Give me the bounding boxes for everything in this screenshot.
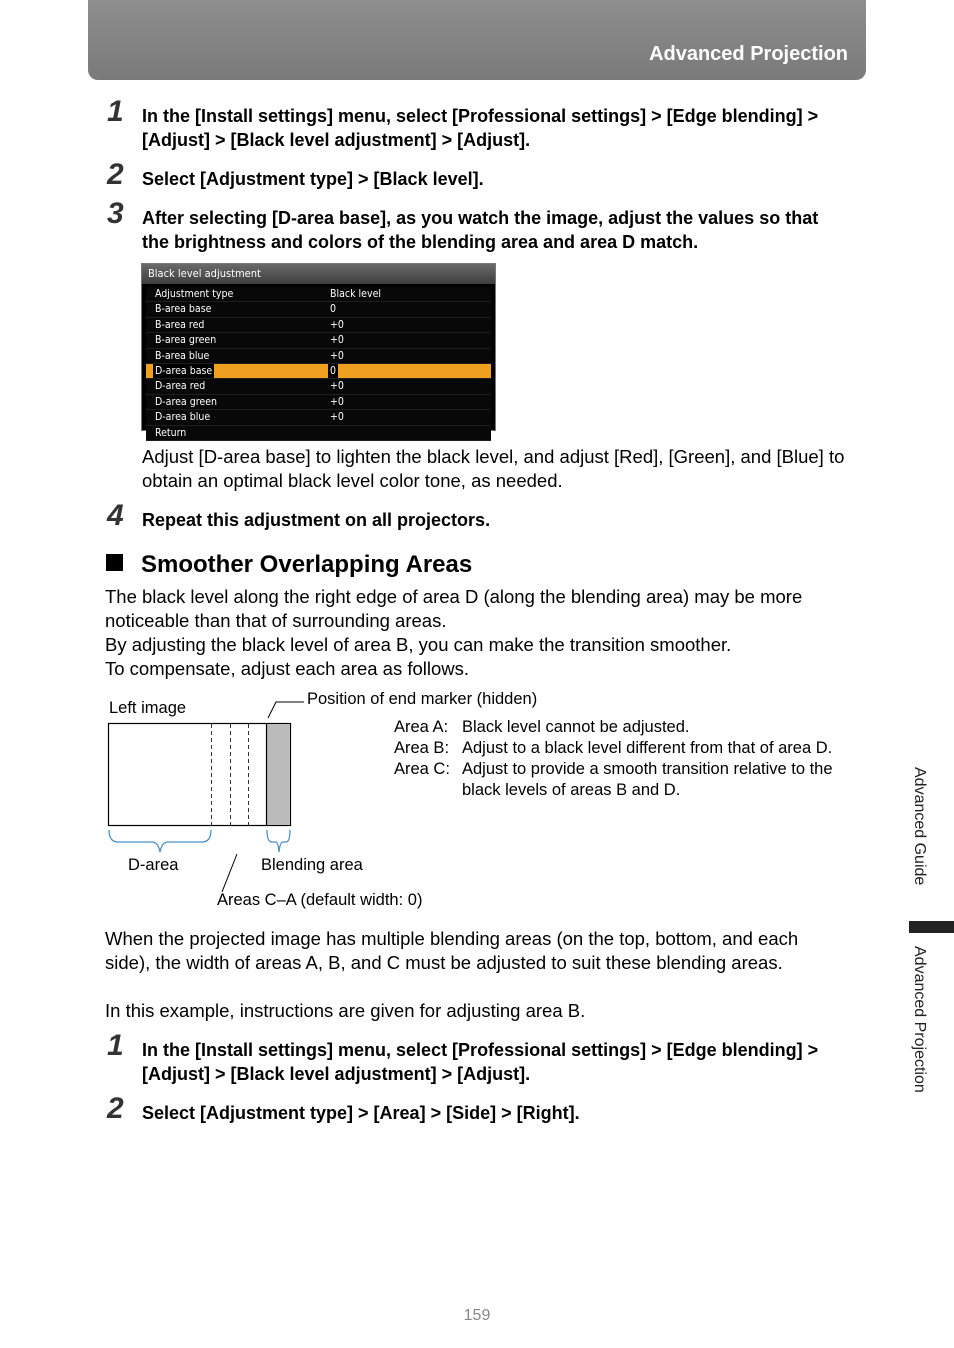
legend-row xyxy=(394,738,840,759)
section-para: The black level along the right edge of area D (along the blending area) may be more noticeable than that of surrounding areas. xyxy=(105,586,803,631)
legend-key: Area C: xyxy=(394,760,450,778)
menu-row-label: Adjustment type xyxy=(155,288,234,300)
d-area-brace xyxy=(109,830,211,852)
blending-area-brace xyxy=(267,830,290,852)
body-para: When the projected image has multiple blending areas (on the top, bottom, and each side), the width of areas A, B, and C must be adjusted to suit these blending areas. xyxy=(105,928,799,973)
end-marker-leader xyxy=(268,702,304,718)
step-text: In the [Install settings] menu, select [Professional settings] > [Edge blending] > [Adjust] > [Black level adjustment] > [Adjust]. xyxy=(142,1040,819,1084)
menu-row-label: B-area base xyxy=(155,303,212,316)
areas-ca-label: Areas C–A (default width: 0) xyxy=(217,891,423,909)
blending-area-label: Blending area xyxy=(261,856,363,874)
menu-row-value: +0 xyxy=(330,380,344,393)
legend-text: Adjust to provide a smooth transition relative to the black levels of areas B and D. xyxy=(462,760,833,799)
legend-row xyxy=(394,759,840,801)
section-para: By adjusting the black level of area B, you can make the transition smoother. xyxy=(105,634,732,655)
step-number: 3 xyxy=(107,197,124,230)
section-title: Smoother Overlapping Areas xyxy=(141,551,473,578)
step-number: 1 xyxy=(107,95,124,128)
step-text: Select [Adjustment type] > [Black level]. xyxy=(142,169,484,189)
step3-note: Adjust [D-area base] to lighten the black level, and adjust [Red], [Green], and [Blue] to obtain an optimal black level color tone, as needed. xyxy=(142,446,845,491)
menu-row-label: D-area red xyxy=(155,380,206,393)
areas-ca-leader xyxy=(222,854,237,892)
end-marker-label: Position of end marker (hidden) xyxy=(307,690,538,708)
side-tab-advanced-projection[interactable]: Advanced Projection xyxy=(911,946,928,1093)
header-title: Advanced Projection xyxy=(649,43,848,65)
legend-row xyxy=(394,717,840,738)
menu-row-label: B-area blue xyxy=(155,349,210,362)
menu-row-value: 0 xyxy=(330,303,337,316)
blending-area-fill xyxy=(267,724,290,825)
step-number: 4 xyxy=(107,499,124,532)
menu-row-label: B-area red xyxy=(155,318,205,331)
menu-row-label: B-area green xyxy=(155,334,217,347)
menu-row-value: 0 xyxy=(330,364,337,377)
menu-title: Black level adjustment xyxy=(142,264,495,284)
menu-row-label: D-area green xyxy=(155,395,217,408)
side-tab-marker xyxy=(909,921,954,933)
legend-text: Adjust to a black level different from that of area D. xyxy=(462,739,833,757)
legend-key: Area A: xyxy=(394,718,449,736)
menu-row-label: D-area base xyxy=(155,364,213,377)
menu-row-value: +0 xyxy=(330,411,344,424)
menu-row-value: Black level xyxy=(330,288,382,300)
side-tab-advanced-guide[interactable]: Advanced Guide xyxy=(911,767,928,886)
left-image-box xyxy=(109,724,291,826)
step-number: 2 xyxy=(107,1092,124,1125)
left-image-label: Left image xyxy=(109,699,187,717)
legend-key: Area B: xyxy=(394,739,450,757)
legend-text: Black level cannot be adjusted. xyxy=(462,718,690,736)
menu-row-value: +0 xyxy=(330,334,344,347)
step-text: After selecting [D-area base], as you watch the image, adjust the values so that the brightness and colors of the blending area and area D match. xyxy=(142,208,819,252)
step-number: 1 xyxy=(107,1029,124,1062)
menu-row-label: D-area blue xyxy=(155,411,211,424)
step-number: 2 xyxy=(107,158,124,191)
step-text: Select [Adjustment type] > [Area] > [Side] > [Right]. xyxy=(142,1103,580,1123)
d-area-label: D-area xyxy=(128,856,179,874)
body-para: In this example, instructions are given for adjusting area B. xyxy=(105,1000,586,1021)
menu-row-value: +0 xyxy=(330,318,344,331)
menu-row-value: +0 xyxy=(330,349,344,362)
area-legend xyxy=(394,717,840,801)
menu-row-label: Return xyxy=(155,426,187,439)
page-number: 159 xyxy=(463,1307,491,1324)
menu-row-value: +0 xyxy=(330,395,344,408)
section-para: To compensate, adjust each area as follows. xyxy=(105,658,470,679)
step-text: Repeat this adjustment on all projectors. xyxy=(142,510,491,530)
step-text: In the [Install settings] menu, select [Professional settings] > [Edge blending] > [Adjust] > [Black level adjustment] > [Adjust]. xyxy=(142,106,819,150)
